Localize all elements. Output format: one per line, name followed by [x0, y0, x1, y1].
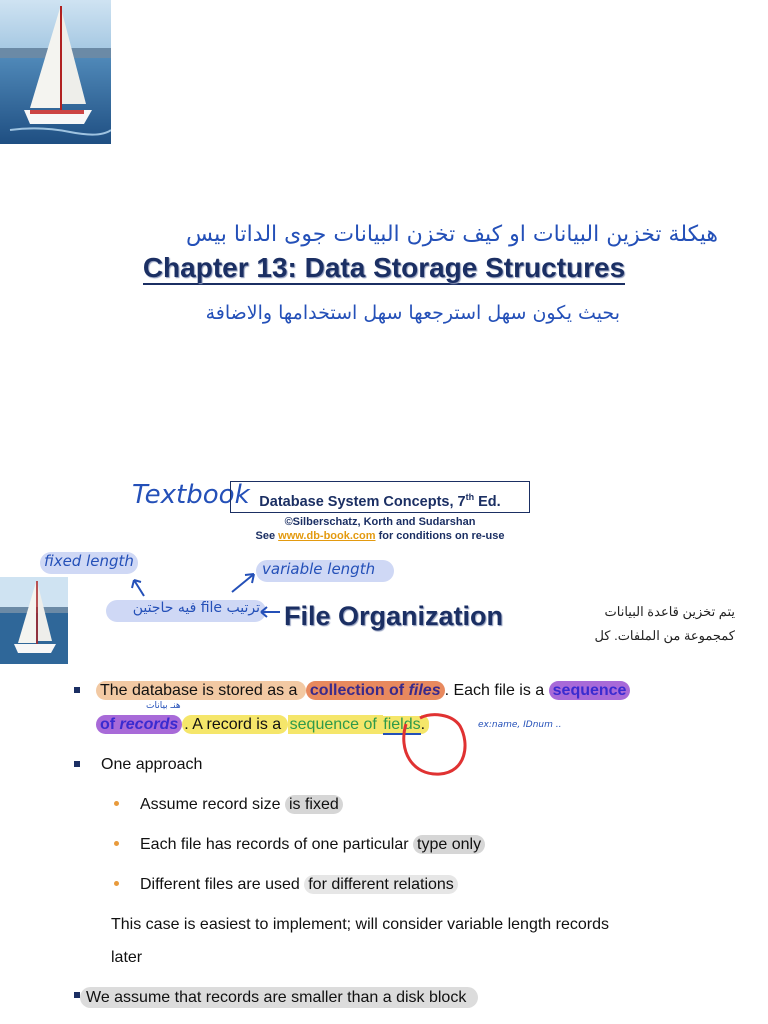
sub2-text: Each file has records of one particular: [140, 836, 414, 853]
bullet-square: [74, 687, 80, 693]
period: .: [421, 715, 429, 734]
note-small-arabic: هنـ بيانات: [146, 701, 181, 711]
arabic-annotation-top: هيكلة تخزين البيانات او كيف تخزن البيانات جوى الداتا بيس: [186, 222, 718, 247]
db-book-link[interactable]: www.db-book.com: [278, 530, 376, 542]
fixed-length-note: fixed length: [44, 552, 134, 570]
order-file-note: ترتيب file فيه حاجتين: [132, 600, 260, 616]
hl-of-records: [96, 715, 182, 734]
note-ex-fields: ex:name, IDnum ..: [478, 720, 562, 730]
bullet-records-fields: [96, 714, 429, 736]
sub-bullet-dot: [114, 801, 119, 806]
sailboat-photo: [0, 0, 111, 144]
hl-sequence: sequence: [549, 681, 631, 700]
variable-length-note: variable length: [262, 560, 376, 578]
book-title-box: [230, 481, 530, 513]
arrow-left-icon: [258, 604, 282, 620]
sub-bullet-dot: [114, 841, 119, 846]
record-is-text: . A record is a: [184, 716, 286, 733]
file-sequence-text: . Each file is a: [444, 682, 549, 699]
credit-line: [150, 530, 610, 542]
sub2-hl: type only: [413, 835, 485, 854]
section-title: File Organization: [284, 601, 504, 631]
arabic-side-note-1: يتم تخزين قاعدة البيانات: [604, 604, 735, 619]
sub-bullet-dot: [114, 881, 119, 886]
sub3-text: Different files are used: [140, 876, 305, 893]
files-word: files: [408, 682, 441, 699]
book-edition: Ed.: [474, 493, 501, 510]
sub1-hl: is fixed: [285, 795, 343, 814]
chapter-title-text: Chapter 13: Data Storage Structures: [142, 252, 626, 283]
collection-of: collection of: [309, 682, 409, 699]
arabic-side-note-2: كمجموعة من الملفات. كل: [594, 628, 735, 643]
chapter-title: [0, 252, 768, 284]
arabic-annotation-sub: بحيث يكون سهل استرجعها سهل استخدامها والاضافة: [205, 302, 620, 324]
case-line-1: This case is easiest to implement; will consider variable length records: [111, 916, 609, 933]
of-word: of: [100, 716, 120, 733]
sub-bullet-fixed: [140, 794, 343, 816]
records-word: records: [119, 716, 179, 733]
sub-bullet-relations: [140, 874, 458, 896]
last-bullet: [80, 987, 478, 1009]
hl-text: The database is stored as a: [96, 681, 306, 700]
bullet-database-files: [96, 680, 630, 702]
red-circle-mark: [396, 710, 476, 780]
sub-bullet-type: [140, 834, 485, 856]
sailboat-photo-small: [0, 577, 68, 664]
credit-authors: ©Silberschatz, Korth and Sudarshan: [284, 516, 476, 528]
book-title: Database System Concepts, 7: [259, 493, 466, 510]
arrow-up-right-icon: [228, 568, 258, 596]
fields-word: fields: [383, 716, 421, 733]
bullet-square: [74, 761, 80, 767]
credit-see: See: [255, 530, 279, 542]
credit-tail: for conditions on re-use: [375, 530, 505, 542]
hl-collection: [306, 681, 445, 700]
one-approach: One approach: [101, 756, 203, 773]
arrow-up-icon: [126, 574, 150, 598]
sub3-hl: for different relations: [304, 875, 458, 894]
last-bullet-text: We assume that records are smaller than a disk block: [80, 987, 478, 1008]
textbook-note: Textbook: [132, 480, 250, 510]
sequence-of-fields: sequence of: [289, 716, 382, 733]
sub1-text: Assume record size: [140, 796, 285, 813]
case-line-2: later: [111, 949, 143, 966]
book-title-sup: th: [465, 492, 475, 502]
